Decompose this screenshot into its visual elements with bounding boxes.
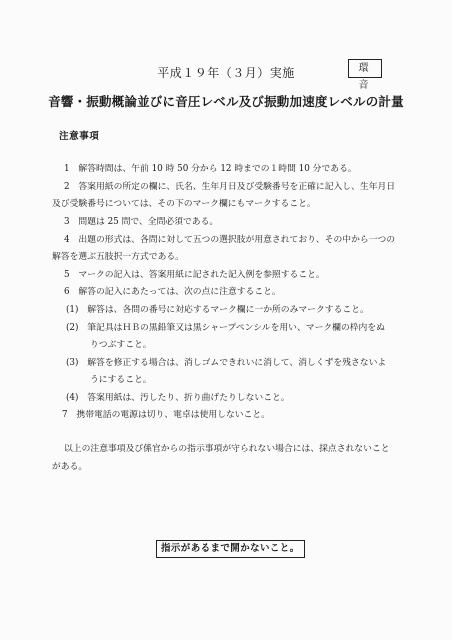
- note-item-7: 7 携帯電話の電源は切り、電卓は使用しないこと。: [62, 410, 270, 420]
- note-item-5: 5 マークの記入は、答案用紙に記された記入例を参照すること。: [64, 270, 325, 280]
- note-subitem-2-cont: りつぶすこと。: [90, 340, 152, 350]
- note-item-6: 6 解答の記入にあたっては、次の点に注意すること。: [64, 287, 281, 297]
- note-subitem-1: (1) 解答は、各問の番号に対応するマーク欄に一か所のみマークすること。: [66, 305, 369, 315]
- note-subitem-2: (2) 筆記具はＨＢの黒鉛筆又は黒シャープペンシルを用い、マーク欄の枠内をぬ: [66, 323, 385, 333]
- note-item-3: 3 問題は 25 問で、全問必須である。: [64, 217, 219, 227]
- note-item-1: 1 解答時間は、午前 10 時 50 分から 12 時までの１時間 10 分である。: [64, 164, 357, 174]
- note-subitem-3-cont: うにすること。: [90, 375, 152, 385]
- closing-note: 以上の注意事項及び係官からの指示事項が守られない場合には、採点されないこと: [64, 444, 390, 454]
- note-item-2: 2 答案用紙の所定の欄に、氏名、生年月日及び受験番号を正確に記入し、生年月日: [64, 182, 396, 192]
- note-item-2-cont: 及び受験番号については、その下のマーク欄にもマークすること。: [52, 199, 316, 209]
- do-not-open-notice: 指示があるまで開かないこと。: [156, 540, 305, 558]
- note-item-4-cont: 解答を選ぶ五肢択一方式である。: [52, 252, 184, 262]
- note-subitem-3: (3) 解答を修正する場合は、消しゴムできれいに消して、消しくずを残さないよ: [66, 358, 387, 368]
- closing-note-cont: がある。: [52, 462, 88, 472]
- note-item-4: 4 出題の形式は、各問に対して五つの選択肢が用意されており、その中から一つの: [64, 235, 396, 245]
- notes-heading: 注意事項: [59, 131, 100, 142]
- subject-code-box: 環 音: [348, 59, 382, 78]
- exam-title: 音響・振動概論並びに音圧レベル及び振動加速度レベルの計量: [48, 94, 404, 109]
- note-subitem-4: (4) 答案用紙は、汚したり、折り曲げたりしないこと。: [66, 393, 290, 403]
- exam-date-line: 平成１９年（３月）実施: [157, 66, 295, 80]
